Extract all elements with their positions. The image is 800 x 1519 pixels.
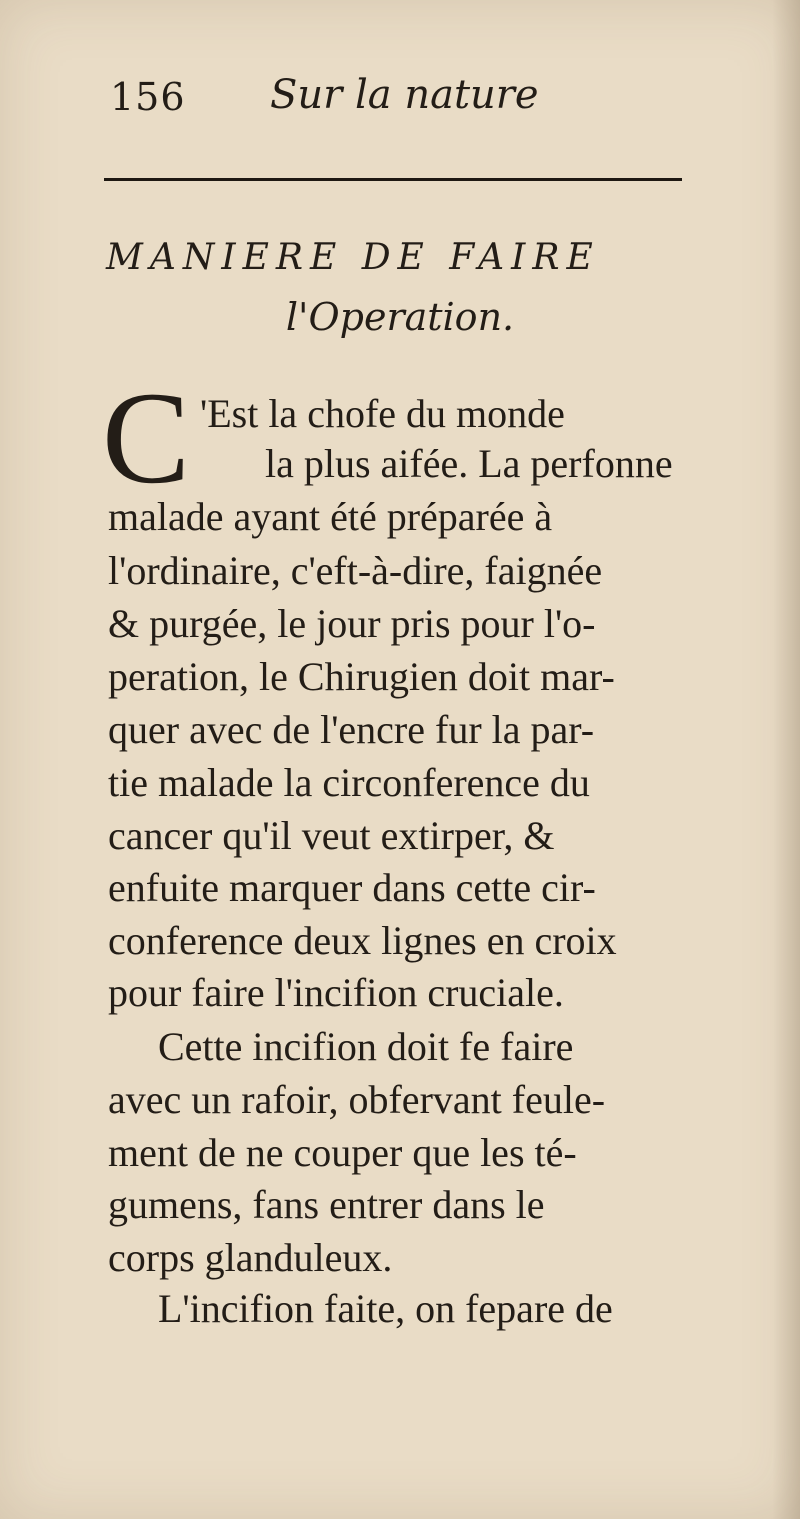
text-line: cancer qu'il veut extirper, & [108,813,555,858]
text-line: ment de ne couper que les té- [108,1130,577,1175]
text-line: avec un rafoir, obfervant feule- [108,1077,606,1122]
text-line: L'incifion faite, on fepare de [158,1286,613,1331]
text-line: malade ayant été préparée à [108,494,553,539]
text-line: la plus aifée. La perfonne [265,441,673,486]
text-line: quer avec de l'encre fur la par- [108,707,595,752]
text-line: enfuite marquer dans cette cir- [108,865,596,910]
text-line: corps glanduleux. [108,1235,393,1280]
text-line: peration, le Chirugien doit mar- [108,654,615,699]
text-line: l'ordinaire, c'eft-à-dire, faignée [108,548,603,593]
text-line: pour faire l'incifion cruciale. [108,970,564,1015]
header-rule [104,178,682,181]
text-line: Cette incifion doit fe faire [158,1024,574,1069]
running-head: Sur la nature [270,72,539,118]
text-line: & purgée, le jour pris pour l'o- [108,601,596,646]
section-subtitle: l'Operation. [285,295,515,339]
page-edge-shadow [772,0,800,1519]
section-title: MANIERE DE FAIRE [106,237,600,278]
drop-cap: C [102,364,191,511]
text-line: 'Est la chofe du monde [200,391,565,436]
text-line: tie malade la circonference du [108,760,590,805]
text-line: conference deux lignes en croix [108,918,617,963]
page-number: 156 [110,75,186,119]
text-line: gumens, fans entrer dans le [108,1182,545,1227]
